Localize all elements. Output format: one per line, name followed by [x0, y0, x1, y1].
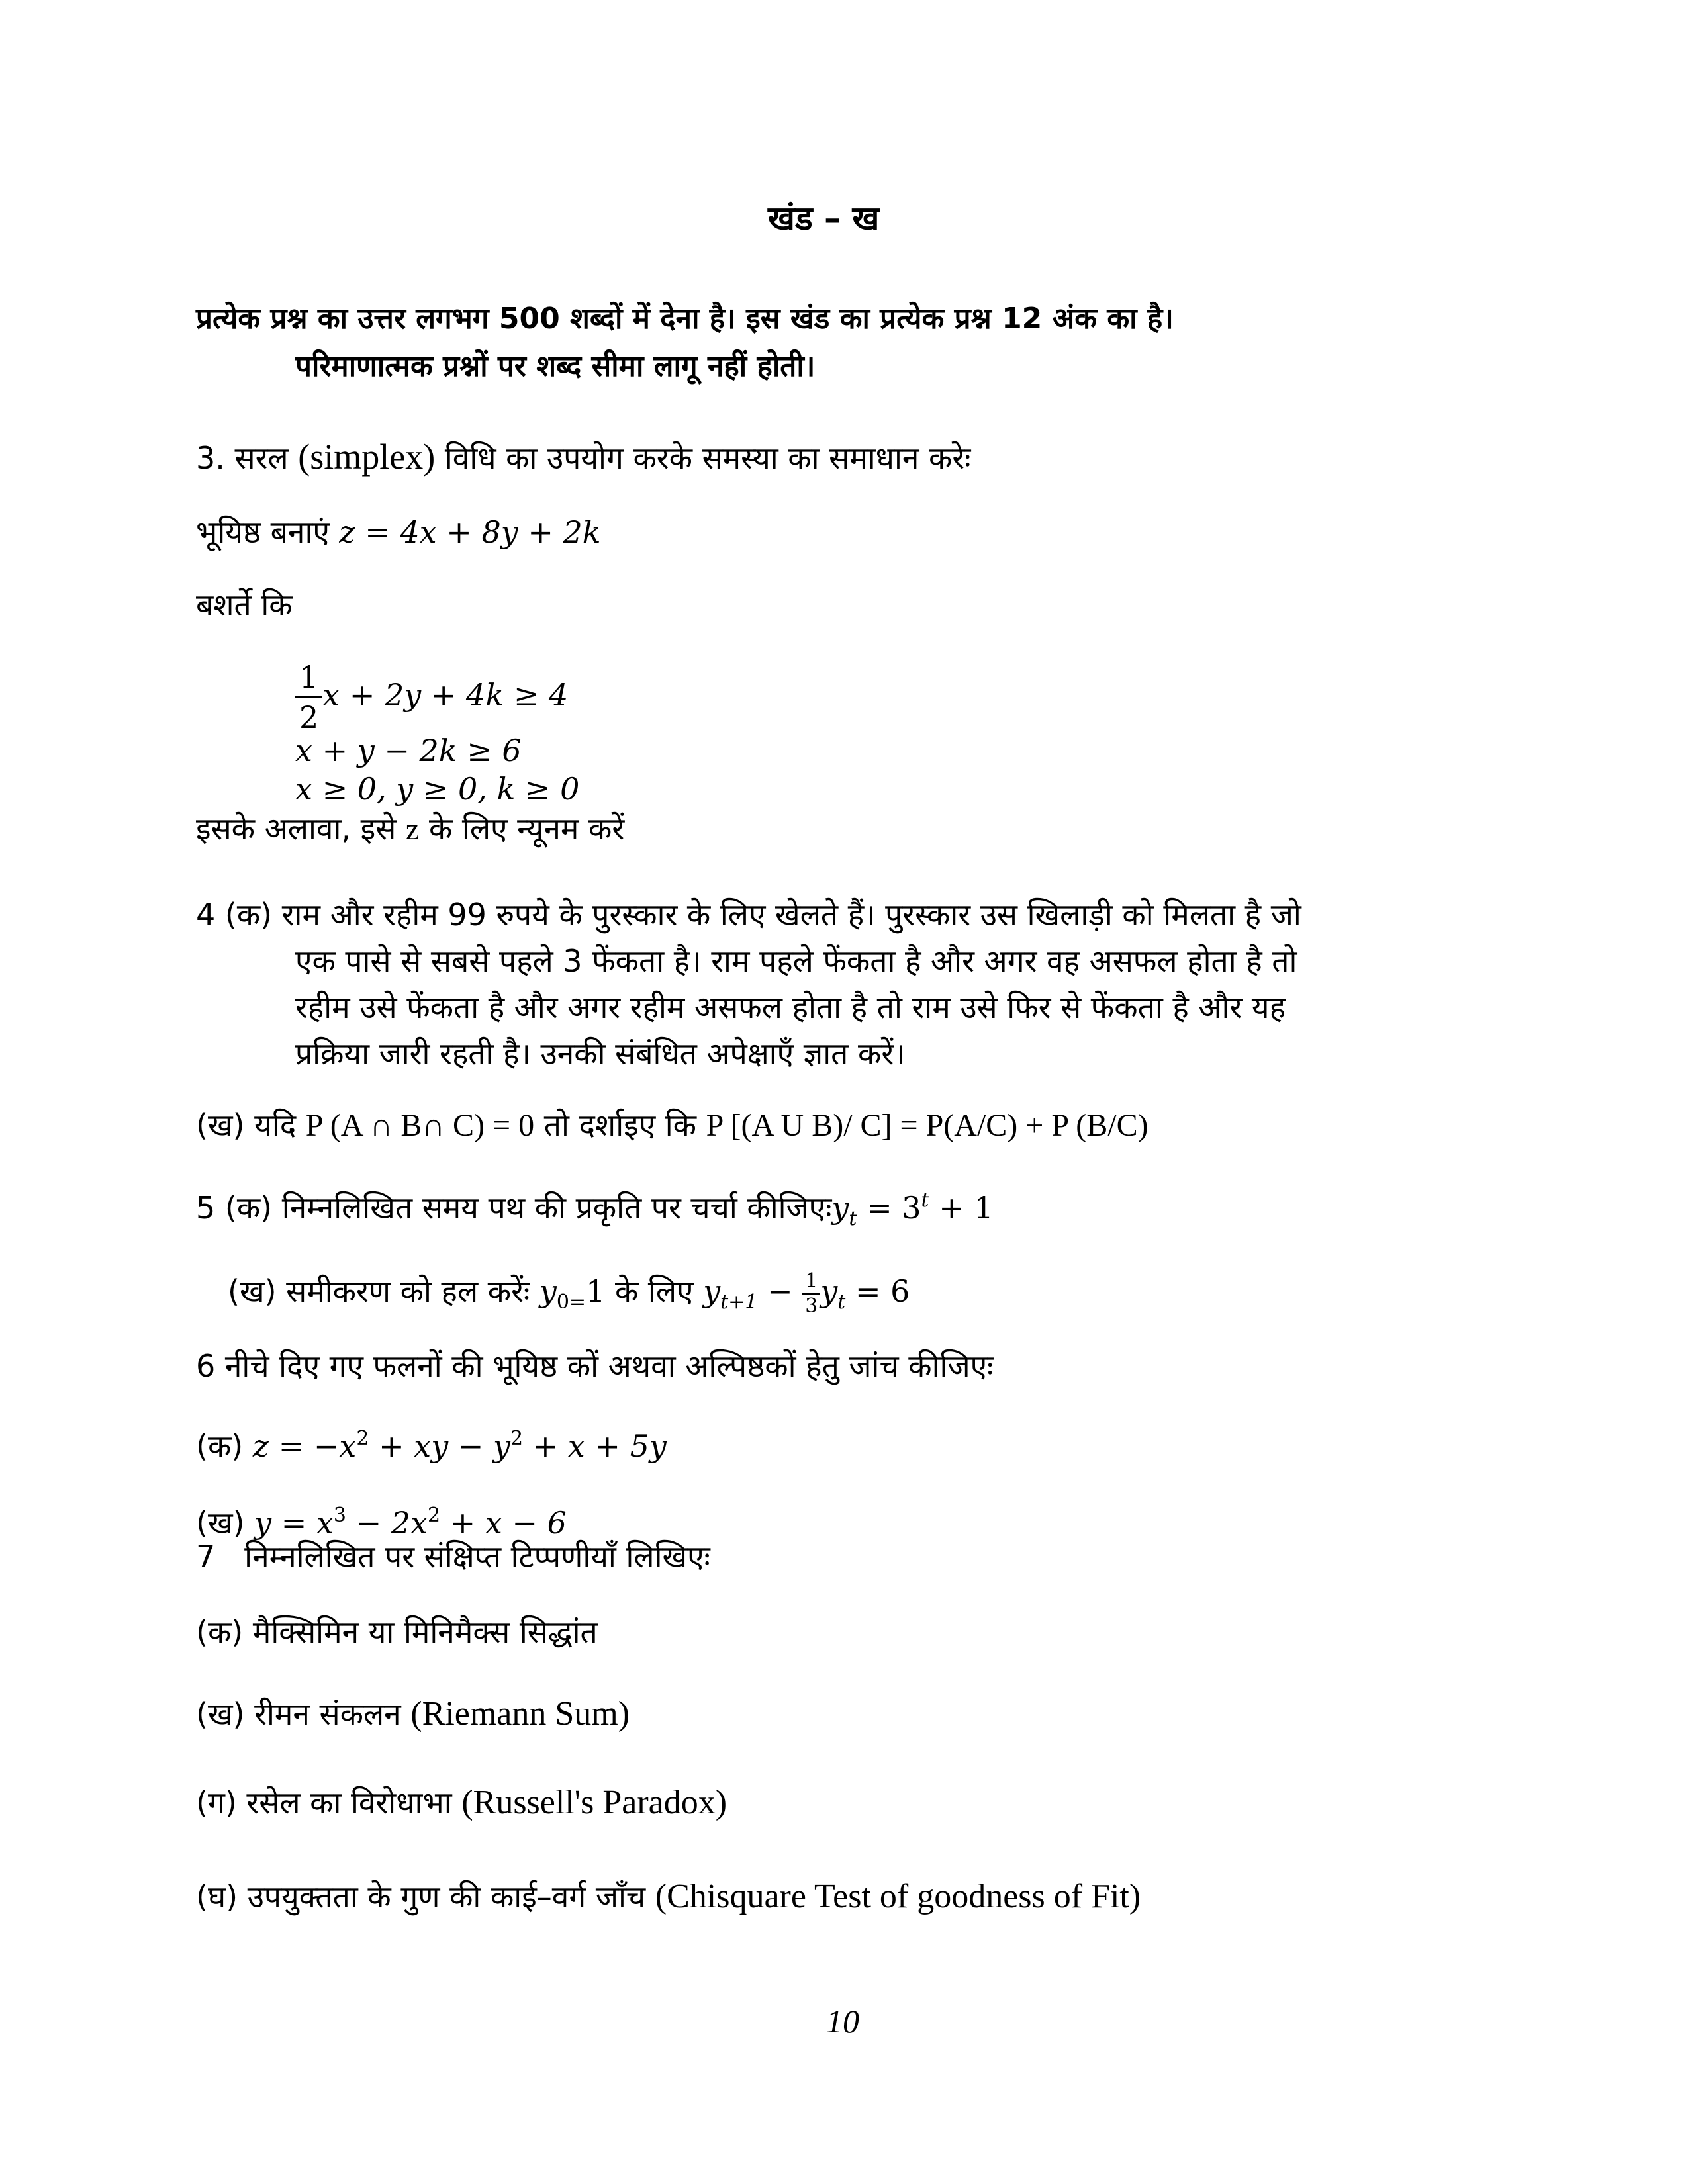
difference-y2: y [820, 1273, 838, 1309]
question-6a-expr-1: z = −x [252, 1428, 357, 1464]
question-7b-text: रीमन संकलन [254, 1696, 401, 1732]
question-5a-text: निम्नलिखित समय पथ की प्रकृति पर चर्चा कीजिएः [281, 1190, 832, 1226]
objective-function: z = 4x + 8y + 2k [339, 514, 601, 550]
question-5a [196, 1181, 994, 1239]
instructions-line-1: प्रत्येक प्रश्न का उत्तर लगभग 500 शब्दों में देना है। इस खंड का प्रत्येक प्रश्न 12 अंक का है। [196, 302, 1174, 336]
difference-y-sub: t+1 [720, 1291, 758, 1314]
question-7c-label: (ग) [196, 1785, 237, 1821]
question-7c-english: (Russell's Paradox) [461, 1784, 727, 1821]
question-4b [196, 1105, 1149, 1146]
instructions-line-2: परिमाणात्मक प्रश्नों पर शब्द सीमा लागू नहीं होती। [295, 349, 816, 383]
question-6b [196, 1496, 567, 1543]
question-4a-line-1 [196, 895, 1301, 934]
question-3-number: 3. [196, 440, 225, 476]
initial-y-value: 1 [586, 1273, 606, 1309]
question-6a-sup-1: 2 [356, 1427, 369, 1450]
question-6-text: 6 नीचे दिए गए फलनों की भूयिष्ठ कों अथवा अल्पिष्ठकों हेतु जांच कीजिएः [196, 1348, 994, 1384]
constraint-1-rest: x + 2y + 4k ≥ 4 [322, 677, 569, 713]
question-4b-expression: P [(A U B)/ C] = P(A/C) + P (B/C) [706, 1108, 1149, 1143]
minimize-text-b: के लिए न्यूनम करें [428, 811, 625, 846]
time-path-y: y [831, 1190, 849, 1226]
initial-y-sub: 0= [556, 1291, 586, 1314]
question-4a-line-4: प्रक्रिया जारी रहती है। उनकी संबंधित अपेक्षाएँ ज्ञात करें। [295, 1036, 906, 1071]
time-path-tail: + 1 [929, 1190, 994, 1226]
constraint-2: x + y − 2k ≥ 6 [295, 733, 522, 768]
question-4b-label: (ख) यदि [196, 1107, 297, 1143]
question-7d [196, 1877, 1141, 1917]
question-6a [196, 1419, 667, 1466]
question-7-heading [196, 1537, 710, 1576]
time-path-sub: t [849, 1207, 857, 1230]
question-7a-label: (क) [196, 1614, 244, 1650]
minimize-var: z [405, 812, 420, 846]
minimize-line [196, 809, 624, 849]
fraction-denominator: 2 [299, 700, 319, 735]
question-3-text-c: विधि का उपयोग करके समस्या का समाधान करेः [444, 440, 971, 476]
question-6a-expr-3: + x + 5y [523, 1428, 667, 1464]
fraction-numerator: 1 [295, 662, 322, 698]
question-6b-sup-2: 2 [427, 1504, 441, 1527]
question-4a-text-1: राम और रहीम 99 रुपये के पुरस्कार के लिए खेलते हैं। पुरस्कार उस खिलाड़ी को मिलता है जो [281, 897, 1301, 933]
question-5b-label: (ख) समीकरण को हल करेंः [228, 1273, 530, 1309]
constraint-3: x ≥ 0, y ≥ 0, k ≥ 0 [295, 771, 580, 807]
subject-to-label: बशर्ते कि [196, 587, 293, 623]
question-7b-english: (Riemann Sum) [410, 1695, 630, 1733]
difference-y2-sub: t [837, 1291, 846, 1314]
difference-fraction [802, 1271, 820, 1316]
question-6a-label: (क) [196, 1428, 244, 1464]
question-6b-expr-3: + x − 6 [440, 1505, 567, 1541]
time-path-sup: t [921, 1189, 929, 1212]
question-5b-for: के लिए [614, 1273, 694, 1309]
question-7d-text: उपयुक्तता के गुण की काई–वर्ग जाँच [247, 1879, 646, 1915]
question-7c [196, 1783, 727, 1823]
question-7b [196, 1694, 630, 1734]
question-7d-label: (घ) [196, 1879, 238, 1915]
minimize-text-a: इसके अलावा, इसे [196, 811, 397, 846]
question-7-text: निम्नलिखित पर संक्षिप्त टिप्पणीयाँ लिखिएः [244, 1539, 710, 1574]
question-5b [228, 1261, 910, 1332]
question-3-text-a: सरल [234, 440, 289, 476]
question-6b-expr-1: y = x [254, 1505, 334, 1541]
question-7d-english: (Chisquare Test of goodness of Fit) [655, 1878, 1141, 1915]
question-6a-expr-2: + xy − y [369, 1428, 510, 1464]
question-3-heading [196, 437, 970, 478]
page-number: 10 [826, 2003, 859, 2040]
time-path-eq: = 3 [857, 1190, 921, 1226]
initial-y: y [539, 1273, 557, 1309]
question-4-label: 4 (क) [196, 897, 273, 933]
question-6a-sup-2: 2 [510, 1427, 524, 1450]
question-4a-line-3: रहीम उसे फेंकता है और अगर रहीम असफल होता है तो राम उसे फिर से फेंकता है और यह [295, 989, 1286, 1025]
difference-y: y [703, 1273, 721, 1309]
difference-tail: = 6 [845, 1273, 910, 1309]
question-4b-mid: तो दर्शाइए कि [543, 1107, 697, 1143]
question-7-number: 7 [196, 1539, 216, 1574]
question-7b-label: (ख) [196, 1696, 245, 1732]
question-7c-text: रसेल का विरोधाभा [246, 1785, 452, 1821]
question-7a [196, 1612, 598, 1652]
question-4a-line-2: एक पासे से सबसे पहले 3 फेंकता है। राम पहले फेंकता है और अगर वह असफल होता है तो [295, 943, 1297, 979]
difference-fraction-numerator: 1 [802, 1271, 820, 1295]
maximize-label: भूयिष्ठ बनाएं [196, 514, 330, 550]
question-4b-condition: P (A ∩ B∩ C) = 0 [305, 1108, 535, 1143]
question-6b-label: (ख) [196, 1505, 245, 1541]
objective-line [196, 512, 601, 552]
constraint-1 [295, 655, 568, 735]
question-3-simplex: (simplex) [298, 437, 436, 477]
question-5-label: 5 (क) [196, 1190, 273, 1226]
difference-minus: − [757, 1273, 803, 1309]
constraint-1-fraction [295, 659, 322, 735]
question-7a-text: मैक्सिमिन या मिनिमैक्स सिद्धांत [252, 1614, 598, 1650]
question-6b-sup-1: 3 [333, 1504, 346, 1527]
difference-fraction-denominator: 3 [805, 1294, 818, 1318]
section-title: खंड – ख [768, 199, 880, 238]
question-6b-expr-2: − 2x [346, 1505, 428, 1541]
